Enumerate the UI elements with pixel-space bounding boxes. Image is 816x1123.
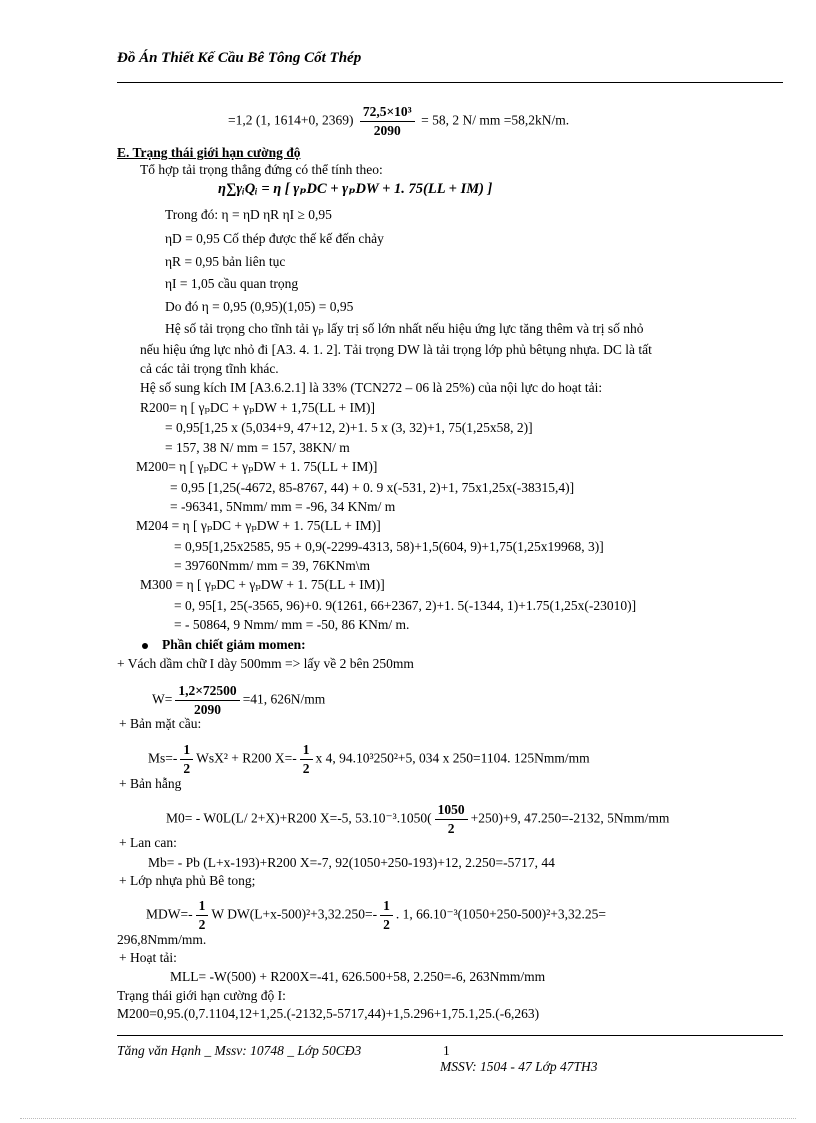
text-line: 296,8Nmm/mm. (117, 932, 207, 947)
section-heading: E. Trạng thái giới hạn cường độ (117, 145, 301, 160)
fraction: $\frac{1050}{2}$ (435, 802, 468, 837)
text-line: + Vách dầm chữ I dày 500mm => lấy về 2 bên 250mm (117, 656, 414, 671)
bullet-icon (142, 643, 148, 649)
text-line: = 0, 95[1, 25(-3565, 96)+0. 9(1261, 66+2367, 2)+1. 5(-1344, 1)+1.75(1,25x(-23010)] (174, 598, 637, 613)
text-line: Hệ số sung kích IM [A3.6.2.1] là 33% (TCN272 – 06 là 25%) của nội lực do hoạt tải: (140, 380, 603, 395)
text-line: nếu hiệu ứng lực nhỏ đi [A3. 4. 1. 2]. Tải trọng DW là tải trọng lớp phủ bêtụng nhựa. DC là tất (140, 342, 652, 357)
text-line: Trạng thái giới hạn cường độ I: (117, 988, 286, 1003)
text-line: ηI = 1,05 cầu quan trọng (165, 276, 299, 291)
bullet-heading: Phần chiết giảm momen: (142, 637, 306, 653)
equation-line-w: W= $\frac{1,2\times 72500}{2090}$ =41, 626N/mm (152, 683, 326, 717)
footer-author: Tăng văn Hạnh _ Mssv: 10748 _ Lớp 50CĐ3 (117, 1043, 362, 1058)
header-rule (117, 82, 783, 83)
equation-line-mdw: MDW=- $\frac{1}{2}$ W DW(L+x-500)²+3,32.250=- $\frac{1}{2}$ . 1, 66.10⁻³(1050+250-500)²+3,32.25= (146, 898, 607, 932)
text-line: + Lớp nhựa phủ Bê tong; (119, 873, 256, 888)
text-line: = 0,95[1,25 x (5,034+9, 47+12, 2)+1. 5 x (3, 32)+1, 75(1,25x58, 2)] (165, 420, 533, 435)
equation-line-ms: Ms=- $\frac{1}{2}$ WsX² + R200 X=- $\frac{1}{2}$ x 4, 94.10³250²+5, 034 x 250=1104. 125Nmm/mm (148, 742, 590, 776)
fraction: $\frac{1}{2}$ (196, 898, 209, 933)
text-line: ηR = 0,95 bản liên tục (165, 254, 286, 269)
text-line: Mb= - Pb (L+x-193)+R200 X=-7, 92(1050+250-193)+12, 2.250=-5717, 44 (148, 855, 555, 870)
text-line: Hệ số tải trọng cho tĩnh tải γₚ lấy trị số lớn nhất nếu hiệu ứng lực tăng thêm và trị số nhỏ (165, 321, 644, 336)
text-line: + Lan can: (119, 835, 177, 850)
text-line: ηD = 0,95 Cố thép được thế kế đến chảy (165, 231, 384, 246)
page-number: 1 (443, 1043, 450, 1058)
fraction: $\frac{1}{2}$ (380, 898, 393, 933)
text-line: = 39760Nmm/ mm = 39, 76KNm\m (174, 558, 370, 573)
text-line: Trong đó: η = ηD ηR ηI ≥ 0,95 (165, 207, 332, 222)
text-line: + Bản mặt cầu: (119, 716, 202, 731)
text-line: R200= η [ γₚDC + γₚDW + 1,75(LL + IM)] (140, 400, 375, 415)
text-line: MLL= -W(500) + R200X=-41, 626.500+58, 2.250=-6, 263Nmm/mm (170, 969, 546, 984)
text-line: + Hoạt tải: (119, 950, 177, 965)
page-bottom-edge (20, 1118, 796, 1119)
fraction: $\frac{1}{2}$ (300, 742, 313, 777)
text-line: = - 50864, 9 Nmm/ mm = -50, 86 KNm/ m. (174, 617, 410, 632)
text-line: Do đó η = 0,95 (0,95)(1,05) = 0,95 (165, 299, 354, 314)
text-line: M200= η [ γₚDC + γₚDW + 1. 75(LL + IM)] (136, 459, 378, 474)
text-line: = 0,95[1,25x2585, 95 + 0,9(-2299-4313, 58)+1,5(604, 9)+1,75(1,25x19968, 3)] (174, 539, 604, 554)
text-line: = 157, 38 N/ mm = 157, 38KN/ m (165, 440, 350, 455)
text-line: cả các tải trọng tĩnh khác. (140, 361, 279, 376)
formula-line: η∑γᵢQᵢ = η [ γₚDC + γₚDW + 1. 75(LL + IM) ] (218, 181, 493, 197)
text-line: M300 = η [ γₚDC + γₚDW + 1. 75(LL + IM)] (140, 577, 385, 592)
text-line: = -96341, 5Nmm/ mm = -96, 34 KNm/ m (170, 499, 396, 514)
text-line: + Bản hẫng (119, 776, 182, 791)
footer-student-id: MSSV: 1504 - 47 Lớp 47TH3 (440, 1059, 598, 1074)
equation-line-m0: M0= - W0L(L/ 2+X)+R200 X=-5, 53.10⁻³.1050( $\frac{1050}{2}$ +250)+9, 47.250=-2132, 5Nmm/mm (166, 802, 670, 836)
text-line: Tổ hợp tải trọng thẳng đứng có thể tính theo: (140, 162, 383, 177)
fraction: $\frac{1}{2}$ (180, 742, 193, 777)
text-line: = 0,95 [1,25(-4672, 85-8767, 44) + 0. 9 x(-531, 2)+1, 75x1,25x(-38315,4)] (170, 480, 575, 495)
fraction: $\frac{\text{72,5×10³}}{2090}$ (360, 104, 415, 139)
page-header-title: Đồ Án Thiết Kế Cầu Bê Tông Cốt Thép (117, 50, 362, 66)
text-line: M204 = η [ γₚDC + γₚDW + 1. 75(LL + IM)] (136, 518, 381, 533)
fraction: $\frac{1,2\times 72500}{2090}$ (175, 683, 239, 718)
equation-line-1: =1,2 (1, 1614+0, 2369) $\frac{\text{72,5×10³}}{2090}$ = 58, 2 N/ mm =58,2kN/m. (228, 104, 570, 138)
footer-rule (117, 1035, 783, 1036)
text-line: M200=0,95.(0,7.1104,12+1,25.(-2132,5-5717,44)+1,5.296+1,75.1,25.(-6,263) (117, 1006, 540, 1021)
